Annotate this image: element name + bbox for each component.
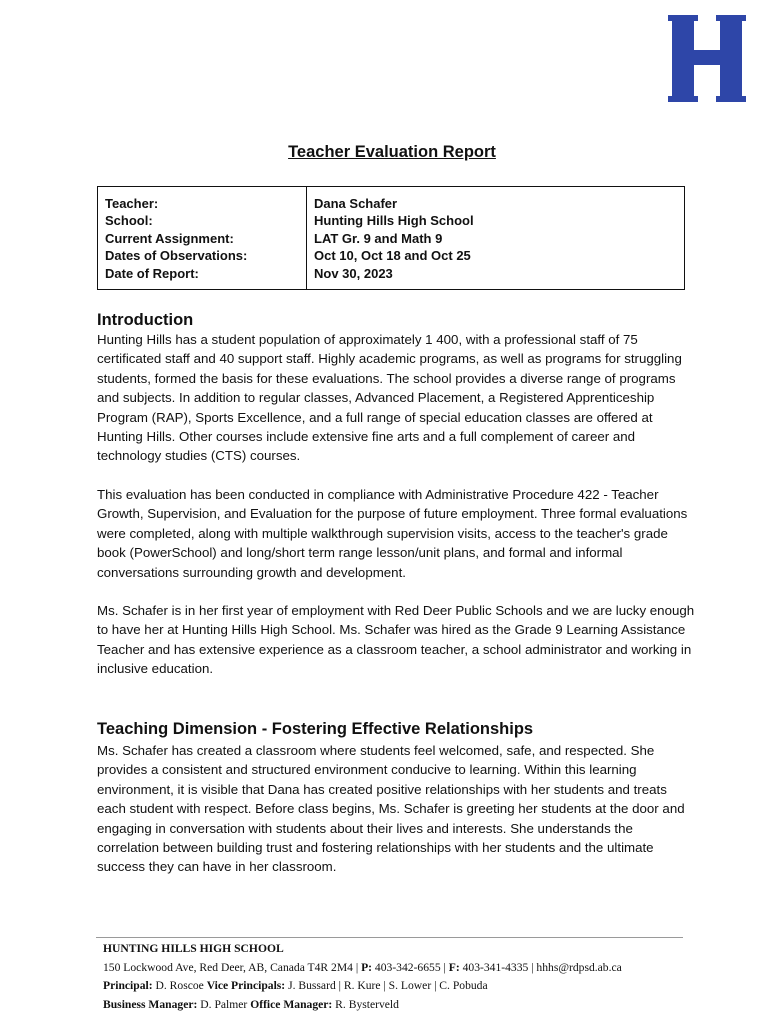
info-label: School: [105, 213, 153, 229]
teacher-name: Dana Schafer [314, 196, 398, 211]
letterhead-footer [103, 940, 703, 1014]
school-logo [668, 15, 746, 102]
footer-office-manager: R. Bysterveld [332, 997, 399, 1011]
footer-school-name: HUNTING HILLS HIGH SCHOOL [103, 942, 284, 955]
footer-vice-principals: J. Bussard | R. Kure | S. Lower | C. Pobuda [285, 979, 488, 993]
footer-office-manager-label: Office Manager: [250, 997, 333, 1011]
report-title: Teacher Evaluation Report [288, 143, 496, 161]
footer-email[interactable]: hhhs@rdpsd.ab.ca [536, 960, 622, 974]
report-info-table [97, 186, 685, 290]
footer-fax-label: F: [448, 960, 460, 974]
footer-business-manager-label: Business Manager: [103, 997, 198, 1011]
info-labels-column [98, 187, 307, 289]
footer-separator: | [440, 960, 449, 974]
info-label: Date of Report: [105, 265, 199, 281]
introduction-heading: Introduction [97, 311, 194, 329]
footer-principal-label: Principal: [103, 979, 153, 993]
observation-dates: Oct 10, Oct 18 and Oct 25 [314, 248, 471, 264]
report-date: Nov 30, 2023 [314, 265, 393, 281]
footer-admin-line [103, 977, 703, 996]
footer-separator: | [352, 960, 362, 974]
footer-phone-label: P: [361, 960, 373, 974]
info-label: Dates of Observations: [105, 248, 248, 264]
info-values-column [307, 187, 684, 289]
info-label: Teacher: [105, 196, 159, 211]
introduction-paragraph: This evaluation has been conducted in compliance with Administrative Procedure 422 - Teacher Growth, Supervision, and Evaluation for the purpose of future employment. Three formal evaluations were completed, along with multiple walkthrough supervision visits, access to the teacher's grade book (PowerSchool) and long/short term range lesson/unit plans, and formal and informal conversations surrounding growth and development. [97, 487, 688, 580]
introduction-paragraph: Hunting Hills has a student population of approximately 1 400, with a professional staff of 75 certificated staff and 40 support staff. Highly academic programs, as well as programs for struggling students, formed the basis for these evaluations. The school provides a diverse range of programs and subjects. In addition to regular classes, Advanced Placement, a Registered Apprenticeship Program (RAP), Sports Excellence, and a full range of special education classes are offered at Hunting Hills. Other courses include extensive fine arts and a full complement of career and technology studies (CTS) courses. [97, 332, 682, 464]
logo-h-icon [668, 15, 746, 102]
footer-address: 150 Lockwood Ave, Red Deer, AB, Canada T4R 2M4 [103, 960, 353, 974]
footer-fax: 403-341-4335 [459, 960, 529, 974]
footer-vp-label: Vice Principals: [206, 979, 286, 993]
footer-managers-line [103, 996, 703, 1015]
footer-phone: 403-342-6655 [372, 960, 441, 974]
footer-separator: | [528, 960, 537, 974]
footer-business-manager: D. Palmer [197, 997, 251, 1011]
teaching-dimension-paragraph: Ms. Schafer has created a classroom where students feel welcomed, safe, and respected. She provides a consistent and structured environment conducive to learning. Within this learning environment, it is visible that Dana has created positive relationships with her students and treats each student with respect. Before class begins, Ms. Schafer is greeting her students at the door and engaging in conversation with students about their lives and interests. She understands the correlation between building trust and fostering relationships with her students and the ultimate success they can have in her classroom. [97, 743, 685, 875]
footer-principal: D. Roscoe [152, 979, 207, 993]
info-label: Current Assignment: [105, 230, 234, 246]
footer-contact-line [103, 959, 703, 978]
footer-divider [96, 937, 683, 938]
teaching-dimension-heading: Teaching Dimension - Fostering Effective Relationships [97, 720, 534, 738]
introduction-paragraph: Ms. Schafer is in her first year of employment with Red Deer Public Schools and we are lucky enough to have her at Hunting Hills High School. Ms. Schafer was hired as the Grade 9 Learning Assistance Teacher and has extensive experience as a classroom teacher, a school administrator and working in inclusive education. [97, 603, 695, 677]
current-assignment: LAT Gr. 9 and Math 9 [314, 230, 443, 246]
school-name: Hunting Hills High School [314, 213, 474, 229]
